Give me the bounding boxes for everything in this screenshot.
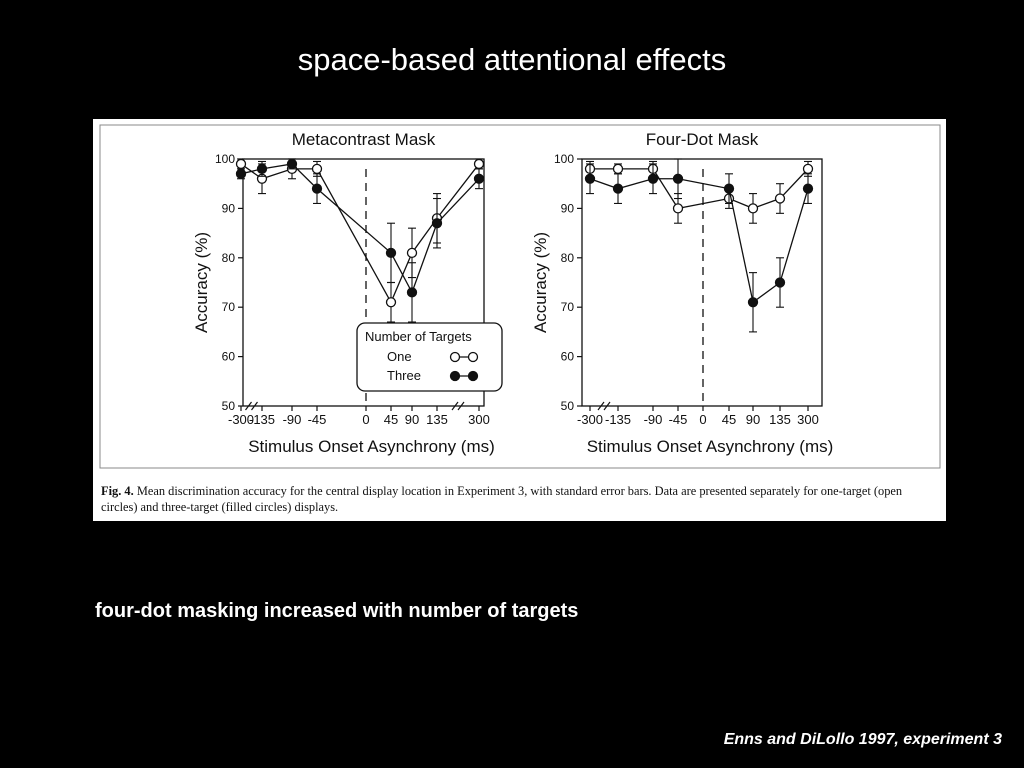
figure-caption [101, 483, 941, 515]
chart1-x-tick-label: 300 [468, 412, 490, 427]
chart2-y-tick-label: 50 [560, 399, 574, 413]
chart1-point-three [387, 248, 396, 257]
chart1-x-tick-label: 45 [383, 412, 399, 427]
chart2-point-three [674, 174, 683, 183]
chart1-point-three [475, 174, 484, 183]
figure-svg [93, 119, 946, 521]
chart1-x-axis-label: Stimulus Onset Asynchrony (ms) [248, 437, 495, 456]
caption-text: Mean discrimination accuracy for the central display location in Experiment 3, with standard error bars. Data are presented separately for one-target (open circles) and three-target (filled circles) displays. [101, 484, 903, 514]
chart1-y-tick-label: 70 [221, 300, 235, 315]
chart2-point-one [749, 204, 758, 213]
figure-panel [93, 119, 946, 521]
chart2-point-one [776, 194, 785, 203]
chart2-y-tick-label: 60 [560, 349, 574, 364]
chart2-x-tick-label: 0 [699, 412, 707, 427]
chart2-x-tick-label: 90 [745, 412, 761, 427]
chart2-x-tick-label: -45 [668, 412, 688, 427]
chart1-y-tick-label: 80 [221, 250, 235, 265]
chart1-x-tick-label: -90 [282, 412, 302, 427]
chart1-legend-title: Number of Targets [365, 329, 472, 344]
chart2-x-tick-label: 135 [769, 412, 791, 427]
chart1-legend-label-three: Three [387, 368, 421, 383]
chart1-legend-marker-one [451, 353, 460, 362]
chart1-y-tick-label: 60 [221, 349, 235, 364]
chart1-y-axis-label: Accuracy (%) [192, 231, 211, 334]
slide-title: space-based attentional effects [297, 42, 727, 77]
chart2-y-tick-label: 100 [553, 152, 574, 166]
citation: Enns and DiLollo 1997, experiment 3 [723, 731, 1002, 748]
chart1-y-tick-label: 90 [221, 201, 235, 216]
chart1-x-tick-label: 0 [362, 412, 370, 427]
chart1-legend-marker-three [469, 372, 478, 381]
chart2-x-tick-label: -90 [643, 412, 663, 427]
chart1-legend-label-one: One [387, 349, 412, 364]
chart2-x-tick-label: -135 [604, 412, 632, 427]
chart2-point-one [804, 164, 813, 173]
chart1-title: Metacontrast Mask [291, 130, 436, 149]
chart2-point-three [804, 184, 813, 193]
chart1-y-tick-label: 100 [214, 152, 235, 166]
chart1-point-one [475, 159, 484, 168]
chart2-point-three [614, 184, 623, 193]
chart2-y-tick-label: 70 [560, 300, 574, 315]
chart1-series-line-one [241, 164, 479, 302]
chart2-point-one [674, 204, 683, 213]
caption-label: Fig. 4. [101, 484, 134, 498]
chart1-point-one [387, 298, 396, 307]
chart1-point-three [408, 288, 417, 297]
chart2-point-three [586, 174, 595, 183]
chart1-x-tick-label: -135 [248, 412, 276, 427]
chart1-x-tick-label: -45 [307, 412, 327, 427]
chart2-point-one [614, 164, 623, 173]
chart1-x-tick-label: -300 [227, 412, 255, 427]
slide-subtitle: four-dot masking increased with number of targets [95, 600, 579, 622]
chart1-x-tick-label: 90 [404, 412, 420, 427]
chart1-legend-marker-three [451, 372, 460, 381]
chart2-y-axis-label: Accuracy (%) [531, 231, 550, 334]
chart2-point-three [725, 184, 734, 193]
chart1-point-three [237, 169, 246, 178]
chart1-point-one [313, 164, 322, 173]
chart2-x-tick-label: 300 [797, 412, 819, 427]
chart1-y-tick-label: 50 [221, 399, 235, 413]
chart1-point-three [313, 184, 322, 193]
chart2-title: Four-Dot Mask [645, 130, 759, 149]
chart1-x-tick-label: 135 [426, 412, 448, 427]
chart1-legend-marker-one [469, 353, 478, 362]
chart1-point-three [288, 159, 297, 168]
chart2-point-three [749, 298, 758, 307]
chart1-point-three [433, 219, 442, 228]
chart1-series-line-three [241, 164, 479, 292]
chart1-point-one [408, 248, 417, 257]
chart2-point-three [776, 278, 785, 287]
chart2-x-tick-label: 45 [721, 412, 737, 427]
chart1-point-one [237, 159, 246, 168]
chart2-point-three [649, 174, 658, 183]
chart2-x-tick-label: -300 [576, 412, 604, 427]
chart2-y-tick-label: 90 [560, 201, 574, 216]
chart2-y-tick-label: 80 [560, 250, 574, 265]
chart2-x-axis-label: Stimulus Onset Asynchrony (ms) [586, 437, 834, 456]
chart1-point-three [258, 164, 267, 173]
